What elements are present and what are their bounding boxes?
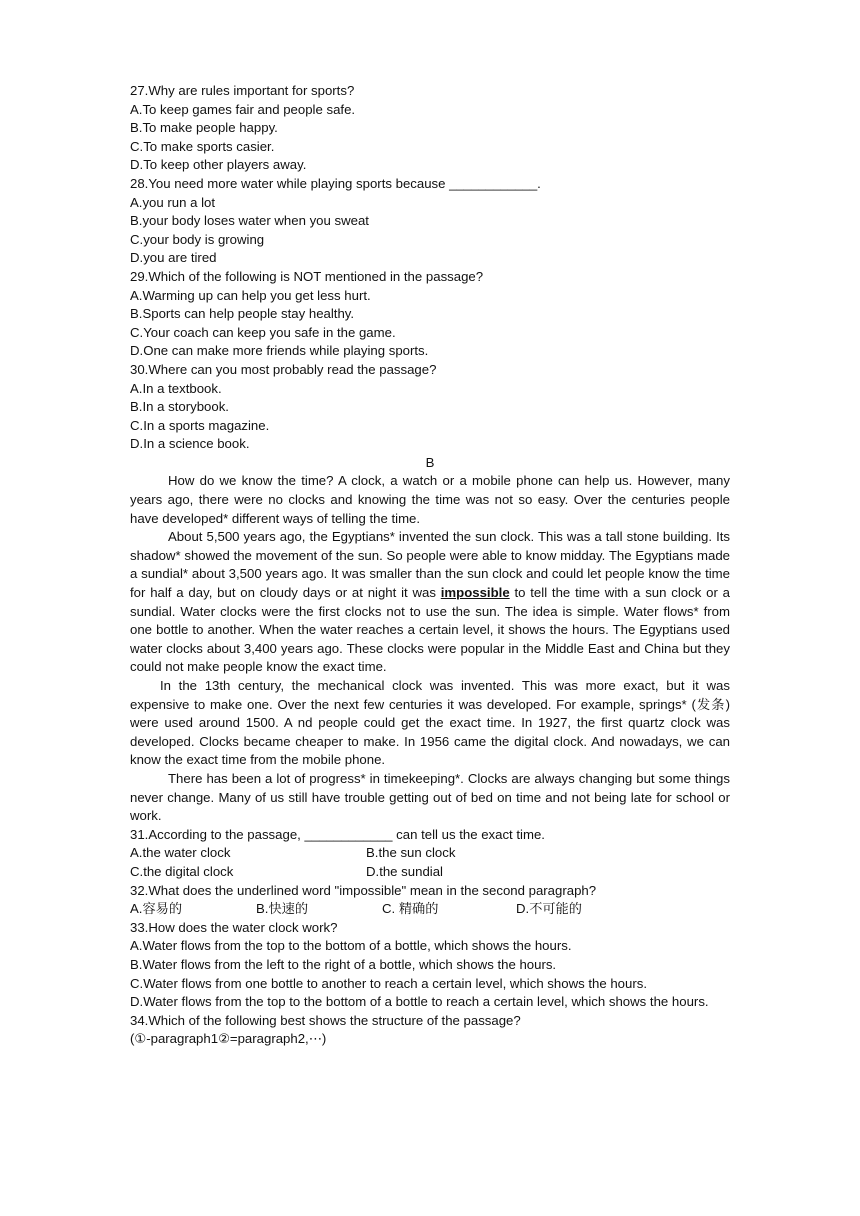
- option: C.In a sports magazine.: [130, 417, 270, 433]
- question-33: [130, 919, 730, 1012]
- worksheet-page: [130, 82, 730, 1049]
- question-30: [130, 361, 730, 454]
- passage-paragraph-4: There has been a lot of progress* in timekeeping*. Clocks are always changing but some things never change. Many of us still have trouble getting out of bed on time and not being late for school or work.: [130, 770, 730, 824]
- underlined-word: impossible: [440, 585, 510, 601]
- question-stem: 30.Where can you most probably read the passage?: [130, 361, 437, 377]
- option: C.Your coach can keep you safe in the game.: [130, 324, 396, 340]
- question-28: [130, 175, 730, 268]
- paragraph-text: About 5,500 years ago, the Egyptians* invented the sun clock. This was a tall stone building. Its shadow* showed the movement of the sun. So people were able to know midday. The Egyptians made a sundial* about 3,500 years ago. It was smaller than the sun clock and could let people know the time for half a day, but on cloudy days or at night it was: [130, 529, 730, 601]
- question-stem: 28.You need more water while playing sports because ____________.: [130, 175, 541, 191]
- option: D.Water flows from the top to the bottom of a bottle to reach a certain level, which shows the hours.: [130, 994, 709, 1010]
- option: B.your body loses water when you sweat: [130, 213, 369, 229]
- option: D.the sundial: [366, 863, 443, 879]
- option: B.Water flows from the left to the right of a bottle, which shows the hours.: [130, 956, 557, 972]
- option-row: [130, 863, 730, 882]
- option: B.In a storybook.: [130, 399, 229, 415]
- option: C.your body is growing: [130, 231, 265, 247]
- question-32: [130, 882, 730, 919]
- option: A.In a textbook.: [130, 380, 222, 396]
- question-31: [130, 826, 730, 882]
- question-34: [130, 1012, 730, 1049]
- option: D.To keep other players away.: [130, 157, 307, 173]
- option: D.One can make more friends while playing sports.: [130, 343, 429, 359]
- option: D.In a science book.: [130, 436, 250, 452]
- question-27: [130, 82, 730, 175]
- option: A.the water clock: [130, 845, 231, 861]
- question-stem: 32.What does the underlined word "impossible" mean in the second paragraph?: [130, 882, 597, 898]
- option: C.the digital clock: [130, 863, 234, 879]
- paragraph-text: to tell the time with a sun clock or a sundial. Water clocks were the first clocks not to use the sun. The idea is simple. Water flows* from one bottle to another. When the water reaches a certain level, it shows the hours. The Egyptians used water clocks about 3,400 years ago. These clocks were popular in the Middle East and China but they could not make people know the exact time.: [130, 585, 730, 675]
- option: B.快速的: [256, 901, 309, 917]
- option-row: [130, 844, 730, 863]
- option-row: [130, 900, 730, 919]
- option: C.To make sports casier.: [130, 138, 275, 154]
- question-29: [130, 268, 730, 361]
- structure-note: (①-paragraph1②=paragraph2,⋯): [130, 1031, 327, 1047]
- passage-paragraph-1: How do we know the time? A clock, a watch or a mobile phone can help us. However, many years ago, there were no clocks and knowing the time was not so easy. Over the centuries people have developed* different ways of telling the time.: [130, 473, 730, 526]
- option: D.不可能的: [516, 901, 582, 917]
- option: A.Warming up can help you get less hurt.: [130, 287, 371, 303]
- question-stem: 34.Which of the following best shows the structure of the passage?: [130, 1012, 521, 1028]
- option: A.Water flows from the top to the bottom of a bottle, which shows the hours.: [130, 938, 572, 954]
- option: A.To keep games fair and people safe.: [130, 101, 356, 117]
- section-heading: B: [425, 454, 435, 470]
- option: D.you are tired: [130, 250, 217, 266]
- option: C. 精确的: [382, 901, 439, 917]
- option: A.you run a lot: [130, 194, 216, 210]
- question-stem: 29.Which of the following is NOT mentioned in the passage?: [130, 268, 484, 284]
- option: B.To make people happy.: [130, 120, 278, 136]
- passage-paragraph-3: In the 13th century, the mechanical clock was invented. This was more exact, but it was expensive to make one. Over the next few centuries it was developed. For example, springs* (发条) were used around 1500. A nd people could get the exact time. In 1927, the first quartz clock was developed. Clocks became cheaper to make. In 1956 came the digital clock. And nowadays, we can know the exact time from the mobile phone.: [130, 678, 730, 768]
- option: A.容易的: [130, 901, 183, 917]
- option: C.Water flows from one bottle to another to reach a certain level, which shows the hours.: [130, 975, 648, 991]
- question-stem: 31.According to the passage, ____________ can tell us the exact time.: [130, 826, 545, 842]
- option: B.the sun clock: [366, 845, 456, 861]
- option: B.Sports can help people stay healthy.: [130, 306, 355, 322]
- passage-paragraph-2: [130, 528, 730, 677]
- question-stem: 33.How does the water clock work?: [130, 919, 338, 935]
- question-stem: 27.Why are rules important for sports?: [130, 83, 355, 98]
